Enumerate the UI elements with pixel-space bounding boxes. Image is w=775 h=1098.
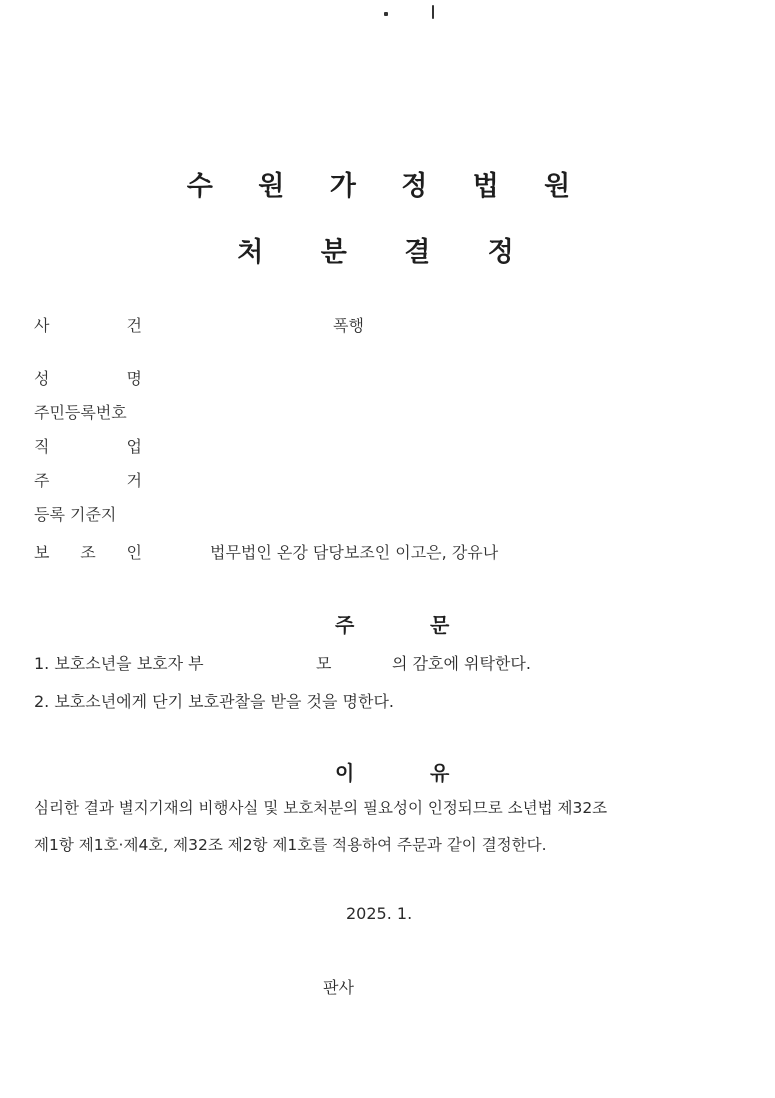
reason-text-line-2: 제1항 제1호·제4호, 제32조 제2항 제1호를 적용하여 주문과 같이 결정한다.: [34, 836, 547, 854]
field-label-residence: 주 거: [34, 471, 142, 490]
order-item-1-part-c: 의 감호에 위탁한다.: [392, 654, 531, 673]
scan-mark: [384, 12, 388, 16]
field-label-resident-number: 주민등록번호: [34, 403, 127, 422]
order-item-1-part-b: 모: [316, 654, 332, 673]
reason-heading-left: 이: [335, 761, 355, 785]
court-name: 수 원 가 정 법 원: [186, 171, 589, 202]
field-label-assistant: 보 조 인: [34, 543, 142, 562]
decision-date: 2025. 1.: [346, 904, 413, 923]
judge-label: 판사: [323, 978, 354, 997]
order-item-1-part-a: 1. 보호소년을 보호자 부: [34, 654, 204, 673]
order-heading-right: 문: [430, 613, 450, 637]
field-value-assistant: 법무법인 온강 담당보조인 이고은, 강유나: [210, 543, 499, 562]
reason-heading-right: 유: [430, 761, 450, 785]
field-value-case: 폭행: [333, 316, 364, 335]
field-label-occupation: 직 업: [34, 437, 142, 456]
field-label-registration-base: 등록 기준지: [34, 505, 117, 524]
scan-mark: [432, 5, 434, 19]
field-label-case: 사 건: [34, 316, 142, 335]
reason-text-line-1: 심리한 결과 별지기재의 비행사실 및 보호처분의 필요성이 인정되므로 소년법 제32조: [34, 799, 608, 817]
order-item-2: 2. 보호소년에게 단기 보호관찰을 받을 것을 명한다.: [34, 692, 394, 711]
order-heading-left: 주: [335, 613, 355, 637]
document-title: 처 분 결 정: [237, 237, 538, 268]
field-label-name: 성 명: [34, 369, 142, 388]
